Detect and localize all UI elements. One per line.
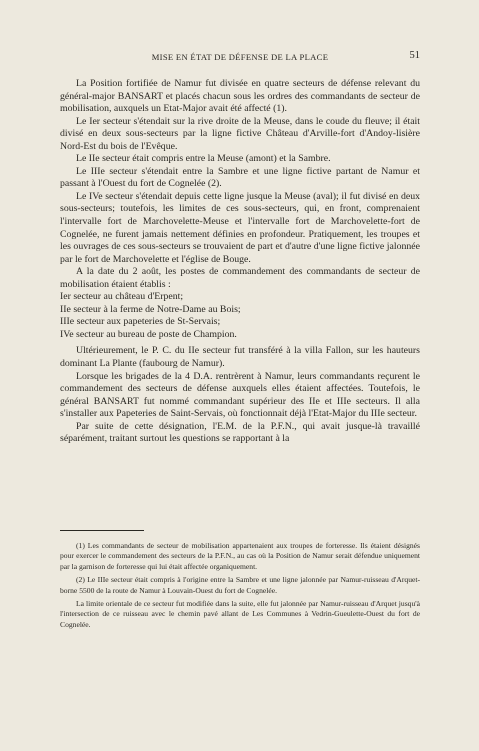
running-header: MISE EN ÉTAT DE DÉFENSE DE LA PLACE [151, 52, 329, 62]
list-item: IIIe secteur aux papeteries de St-Servais; [60, 316, 221, 328]
main-text [60, 78, 420, 446]
paragraph: Le IIIe secteur s'étendait entre la Sambre et une ligne fictive partant de Namur et passant à l'Ouest du fort de Cognelée (2). [60, 165, 420, 190]
paragraph: Par suite de cette désignation, l'E.M. de la P.F.N., qui avait jusque-là travaillé séparément, traitant surtout les questions se rapportant à la [60, 420, 420, 445]
paragraph: Lorsque les brigades de la 4 D.A. rentrèrent à Namur, leurs commandants reçurent le commandement des secteurs de défense auxquels elles étaient affectées. Toutefois, le général BANSART fut nommé commandant supérieur des IIe et IIIe secteurs. Il alla s'installer aux Papeteries de Saint-Servais, où fonctionnait déjà l'Etat-Major du IIIe secteur. [60, 370, 420, 420]
footnotes [60, 541, 420, 633]
footnote: (1) Les commandants de secteur de mobilisation appartenaient aux troupes de forteresse. Ils étaient désignés pour exercer le commandement des secteurs de la P.F.N., au cas où la Position de Namur serait défendue uniquement par la garnison de forteresse qui lui était affectée organiquement. [60, 541, 420, 571]
footnote: (2) Le IIIe secteur était compris à l'origine entre la Sambre et une ligne jalonnée par Namur-ruisseau d'Arquet-borne 5500 de la route de Namur à Louvain-Ouest du fort de Cognelée. [60, 575, 420, 595]
paragraph: Ultérieurement, le P. C. du IIe secteur fut transféré à la villa Fallon, sur les hauteurs dominant La Plante (faubourg de Namur). [60, 345, 420, 370]
list-item: IIe secteur à la ferme de Notre-Dame au Bois; [60, 303, 241, 315]
list-item: IVe secteur au bureau de poste de Champion. [60, 328, 237, 340]
paragraph: La Position fortifiée de Namur fut divisée en quatre secteurs de défense relevant du général-major BANSART et placés chacun sous les ordres des commandants de secteur de mobilisation, auxquels un Etat-Major avait été affecté (1). [60, 78, 420, 115]
footnote: La limite orientale de ce secteur fut modifiée dans la suite, elle fut jalonnée par Namur-ruisseau d'Arquet jusqu'à l'intersection de ce ruisseau avec le chemin pavé allant de Les Communes à Vedrin-Gueulette-Ouest du fort de Cognelée. [60, 599, 420, 629]
list-item: Ier secteur au château d'Erpent; [60, 291, 184, 303]
paragraph: Le IIe secteur était compris entre la Meuse (amont) et la Sambre. [76, 153, 331, 165]
paragraph: Le IVe secteur s'étendait depuis cette ligne jusque la Meuse (aval); il fut divisé en deux sous-secteurs; toutefois, les limites de ces sous-secteurs, qui, en front, comprenaient l'intervalle fort de Marchovelette-Meuse et l'intervalle fort de Marchovelette-fort de Cognelée, ne furent jamais nettement définies en profondeur. Pratiquement, les troupes et les ouvrages de ces sous-secteurs se trouvaient de part et d'autre d'une ligne fictive jalonnée par le fort de Marchovelette et l'église de Bouge. [60, 190, 420, 265]
page-number: 51 [409, 50, 420, 61]
footnote-divider [60, 530, 144, 531]
paragraph: A la date du 2 août, les postes de commandement des commandants de secteur de mobilisation étaient établis : [60, 266, 420, 290]
paragraph: Le Ier secteur s'étendait sur la rive droite de la Meuse, dans le coude du fleuve; il était divisé en deux sous-secteurs par la ligne fictive Château d'Arville-fort d'Andoy-lisière Nord-Est du bois de l'Evêque. [60, 115, 420, 152]
